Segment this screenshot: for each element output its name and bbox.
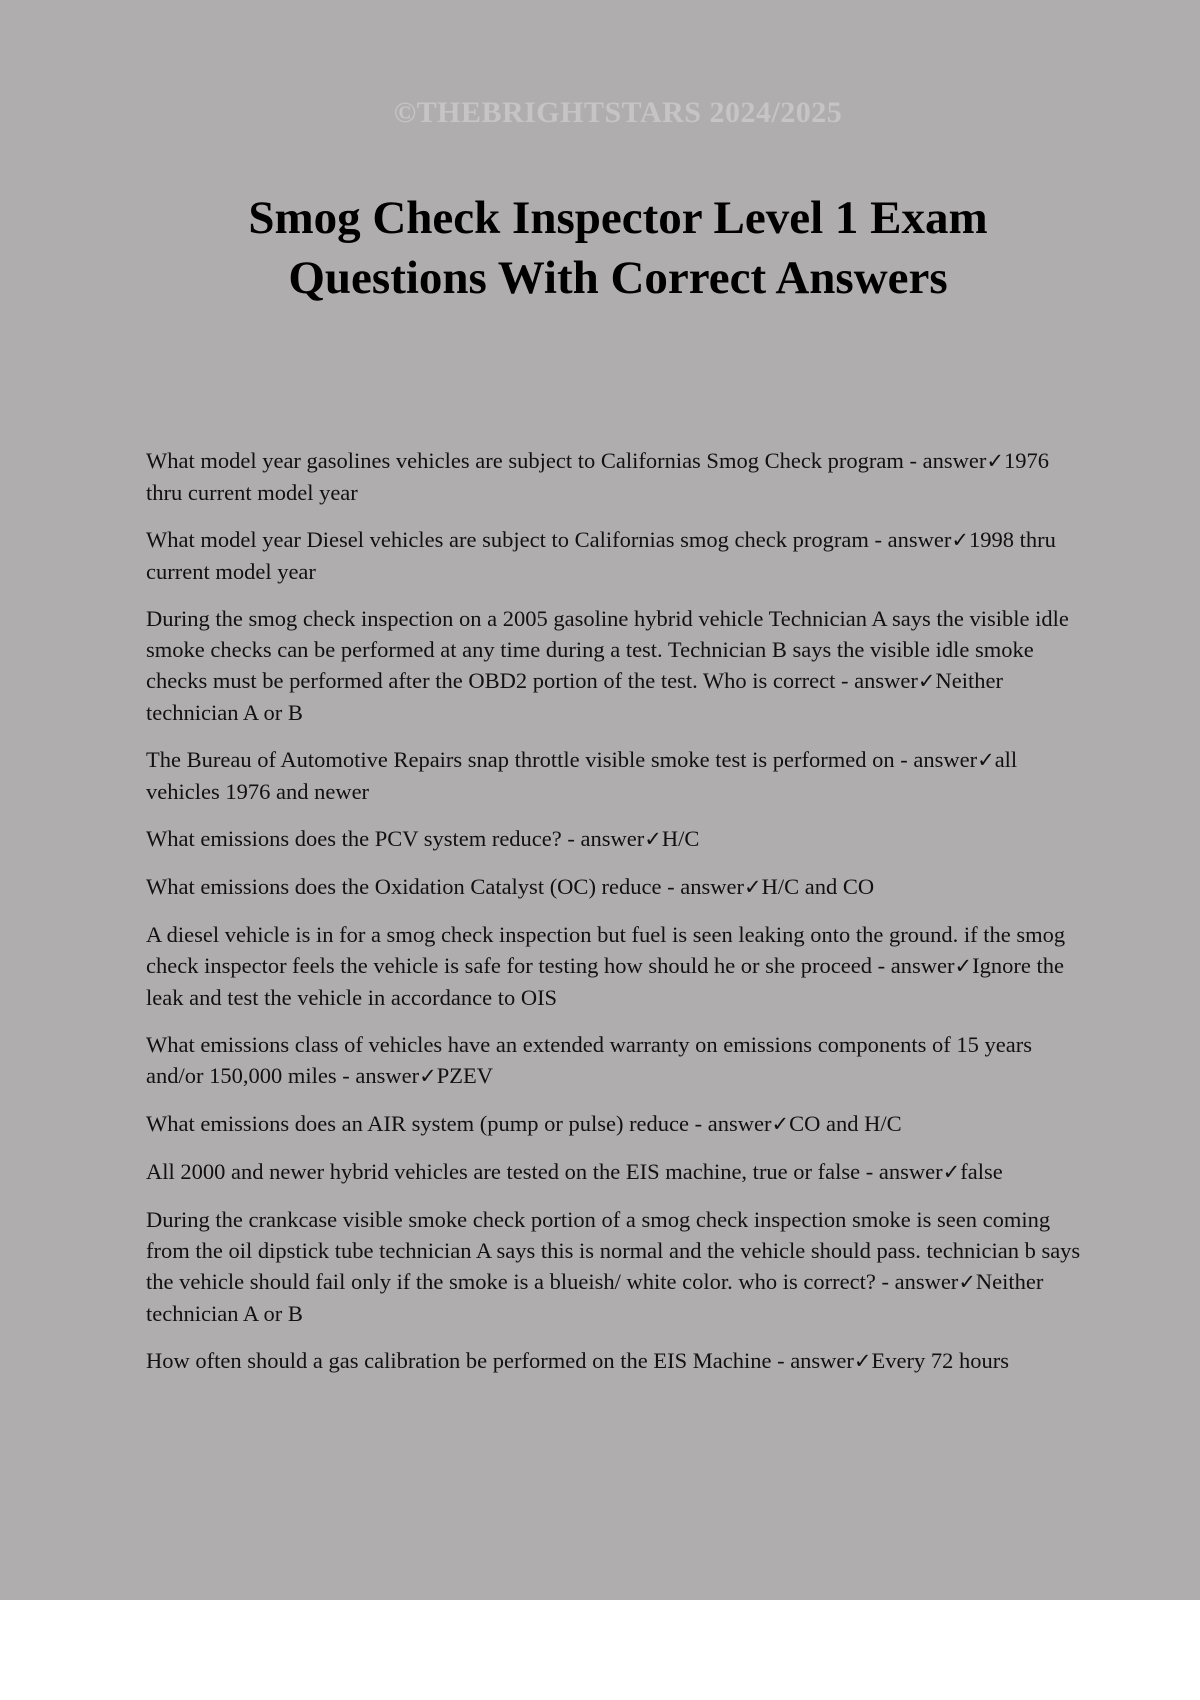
question-text: What emissions does the PCV system reduce? - (146, 826, 581, 851)
page-footer (0, 1600, 1200, 1700)
qa-item (146, 871, 1086, 903)
answer-label: answer (878, 1159, 943, 1184)
question-text: The Bureau of Automotive Repairs snap throttle visible smoke test is performed on - (146, 747, 914, 772)
qa-item (146, 524, 1086, 587)
question-text: A diesel vehicle is in for a smog check inspection but fuel is seen leaking onto the ground. if the smog check inspector feels the vehicle is safe for testing how should he or she proceed - (146, 922, 1066, 978)
copyright-watermark: ©THEBRIGHTSTARS 2024/2025 (393, 96, 843, 129)
answer-text: PZEV (436, 1063, 493, 1088)
question-text: During the smog check inspection on a 2005 gasoline hybrid vehicle Technician A says the visible idle smoke checks can be performed at any time during a test. Technician B says the visible idle smoke checks must be performed after the OBD2 portion of the test. Who is correct - (146, 606, 1069, 693)
answer-label: answer (707, 1111, 772, 1136)
answer-label: answer (894, 1269, 959, 1294)
checkmark-icon: ✓ (942, 1160, 961, 1184)
answer-text: all vehicles 1976 and newer (146, 747, 1018, 804)
question-text: What emissions does an AIR system (pump or pulse) reduce - (146, 1111, 708, 1136)
checkmark-icon: ✓ (771, 1112, 790, 1136)
answer-label: answer (890, 953, 955, 978)
question-text: What model year Diesel vehicles are subject to Californias smog check program - (146, 527, 888, 552)
qa-item (146, 603, 1086, 728)
qa-item (146, 744, 1086, 807)
answer-label: answer (887, 527, 952, 552)
qa-item (146, 1156, 1086, 1188)
qa-list (146, 445, 1086, 1393)
answer-label: answer (355, 1063, 420, 1088)
title-line-2: Questions With Correct Answers (288, 252, 948, 304)
answer-text: 1998 thru current model year (146, 527, 1056, 584)
answer-label: answer (913, 747, 978, 772)
question-text: What emissions does the Oxidation Catalyst (OC) reduce - (146, 874, 681, 899)
qa-item (146, 1108, 1086, 1140)
page-title (0, 188, 1200, 308)
checkmark-icon: ✓ (419, 1064, 437, 1088)
title-line-1: Smog Check Inspector Level 1 Exam (248, 192, 988, 244)
checkmark-icon: ✓ (977, 748, 995, 772)
question-text: All 2000 and newer hybrid vehicles are tested on the EIS machine, true or false - (146, 1159, 879, 1184)
question-text: During the crankcase visible smoke check portion of a smog check inspection smoke is seen coming from the oil dipstick tube technician A says this is normal and the vehicle should pass. technician b says the vehicle should fail only if the smoke is a blueish/ white color. who is correct? - (146, 1207, 1081, 1294)
answer-text: Ignore the leak and test the vehicle in accordance to OIS (146, 953, 1064, 1010)
checkmark-icon: ✓ (986, 449, 1004, 473)
answer-label: answer (922, 448, 987, 473)
checkmark-icon: ✓ (917, 669, 936, 693)
checkmark-icon: ✓ (853, 1349, 872, 1373)
answer-label: answer (854, 668, 918, 693)
checkmark-icon: ✓ (954, 954, 973, 978)
qa-item (146, 919, 1086, 1013)
answer-text: H/C (661, 826, 700, 851)
answer-text: 1976 thru current model year (146, 448, 1049, 505)
answer-text: false (960, 1159, 1003, 1184)
answer-text: Every 72 hours (871, 1348, 1010, 1373)
answer-text: CO and H/C (789, 1111, 902, 1136)
qa-item (146, 1204, 1086, 1329)
answer-label: answer (790, 1348, 854, 1373)
answer-label: answer (580, 826, 645, 851)
qa-item (146, 823, 1086, 855)
qa-item (146, 445, 1086, 508)
checkmark-icon: ✓ (644, 827, 662, 851)
checkmark-icon: ✓ (744, 875, 762, 899)
answer-text: Neither technician A or B (146, 668, 1003, 725)
answer-label: answer (680, 874, 744, 899)
answer-text: Neither technician A or B (146, 1269, 1044, 1326)
qa-item (146, 1345, 1086, 1377)
checkmark-icon: ✓ (951, 528, 969, 552)
answer-text: H/C and CO (761, 874, 875, 899)
qa-item (146, 1029, 1086, 1092)
question-text: What emissions class of vehicles have an extended warranty on emissions components of 15 years and/or 150,000 miles - (146, 1032, 1033, 1088)
question-text: What model year gasolines vehicles are subject to Californias Smog Check program - (146, 448, 923, 473)
checkmark-icon: ✓ (958, 1270, 976, 1294)
question-text: How often should a gas calibration be performed on the EIS Machine - (146, 1348, 791, 1373)
